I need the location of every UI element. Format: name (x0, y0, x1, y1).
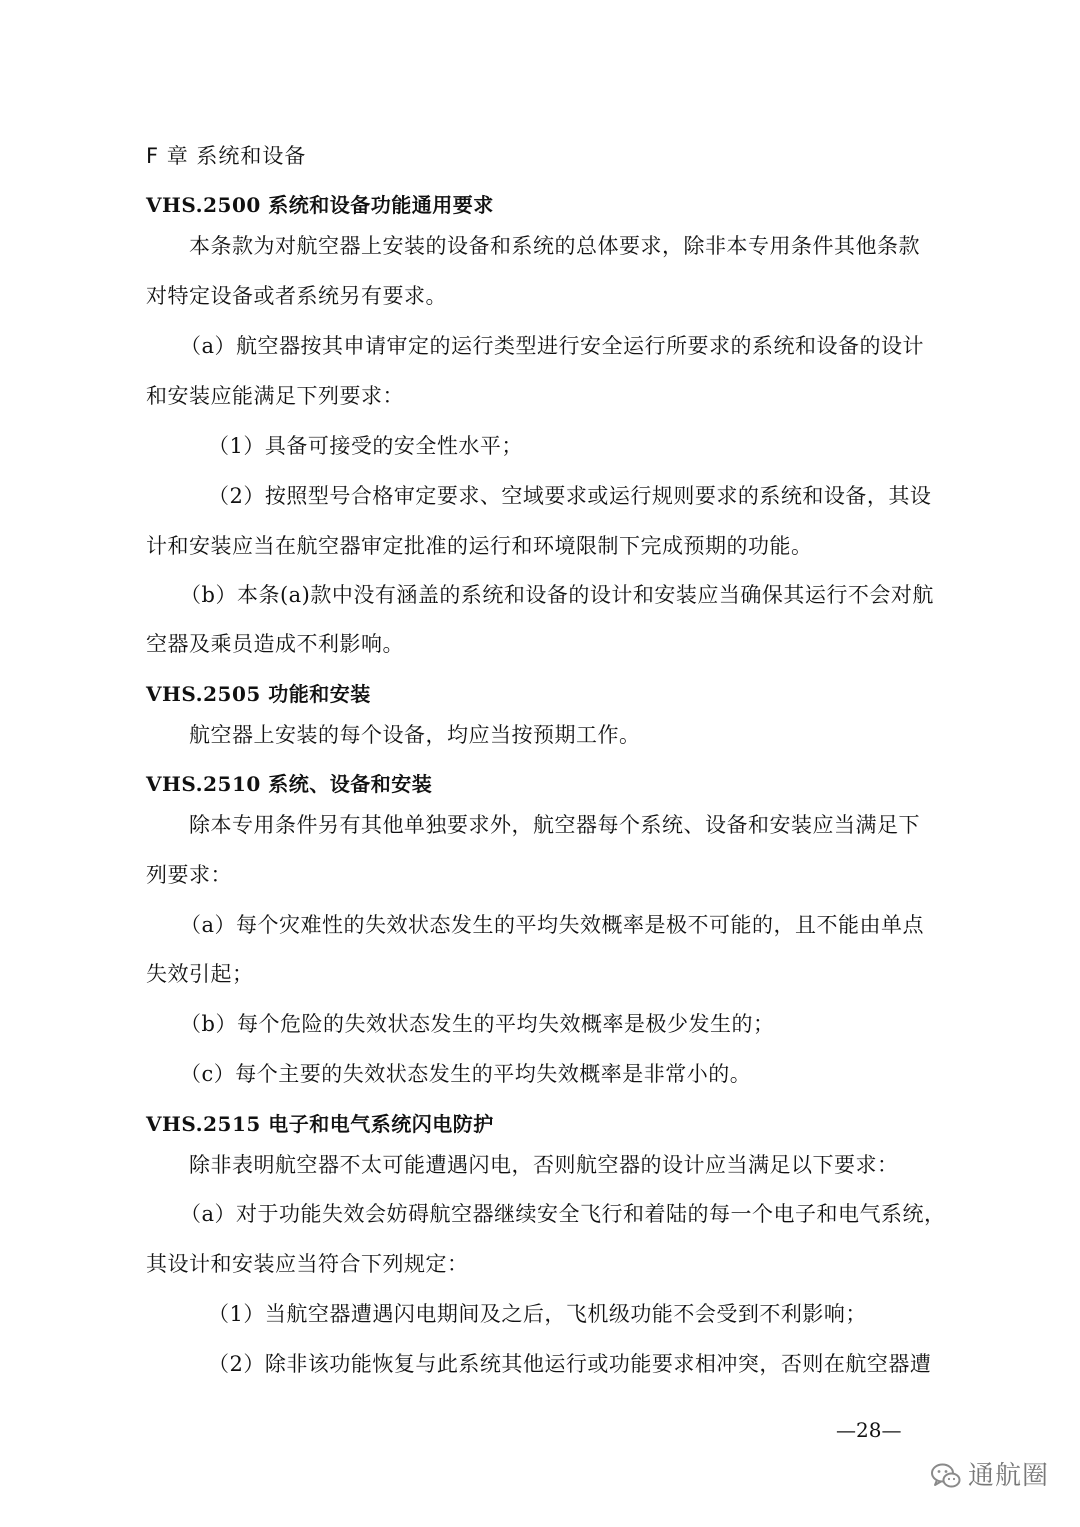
paragraph-line: 本条款为对航空器上安装的设备和系统的总体要求，除非本专用条件其他条款 (189, 234, 920, 258)
watermark-text: 通航圈 (968, 1461, 1050, 1491)
paragraph-line: 失效引起； (146, 962, 254, 986)
paragraph-line: 对特定设备或者系统另有要求。 (146, 284, 447, 308)
paragraph-line: 空器及乘员造成不利影响。 (146, 632, 404, 656)
section-heading: VHS.2505 功能和安装 (146, 682, 371, 706)
watermark (930, 1456, 1049, 1496)
paragraph-line: 列要求： (146, 863, 232, 887)
chapter-title: F 章 系统和设备 (146, 144, 307, 168)
section-heading: VHS.2500 系统和设备功能通用要求 (146, 193, 494, 217)
paragraph-line: 其设计和安装应当符合下列规定： (146, 1252, 469, 1276)
paragraph-line: （1）当航空器遭遇闪电期间及之后，飞机级功能不会受到不利影响； (208, 1302, 867, 1326)
paragraph-line: 和安装应能满足下列要求： (146, 384, 404, 408)
paragraph-line: （a）对于功能失效会妨碍航空器继续安全飞行和着陆的每一个电子和电气系统， (180, 1202, 946, 1226)
page-number: —28— (836, 1418, 902, 1442)
paragraph-line: （2）除非该功能恢复与此系统其他运行或功能要求相冲突，否则在航空器遭 (208, 1352, 932, 1376)
section-heading: VHS.2510 系统、设备和安装 (146, 772, 433, 796)
paragraph-line: 除本专用条件另有其他单独要求外，航空器每个系统、设备和安装应当满足下 (189, 813, 920, 837)
paragraph-line: 航空器上安装的每个设备，均应当按预期工作。 (189, 723, 641, 747)
paragraph-line: （a）航空器按其申请审定的运行类型进行安全运行所要求的系统和设备的设计 (180, 334, 925, 358)
paragraph-line: （2）按照型号合格审定要求、空域要求或运行规则要求的系统和设备，其设 (208, 484, 932, 508)
paragraph-line: （b）每个危险的失效状态发生的平均失效概率是极少发生的； (180, 1012, 775, 1036)
paragraph-line: （1）具备可接受的安全性水平； (208, 434, 523, 458)
paragraph-line: 除非表明航空器不太可能遭遇闪电，否则航空器的设计应当满足以下要求： (189, 1153, 899, 1177)
paragraph-line: （a）每个灾难性的失效状态发生的平均失效概率是极不可能的，且不能由单点 (180, 913, 925, 937)
paragraph-line: 计和安装应当在航空器审定批准的运行和环境限制下完成预期的功能。 (146, 534, 813, 558)
paragraph-line: （c）每个主要的失效状态发生的平均失效概率是非常小的。 (180, 1062, 752, 1086)
section-heading: VHS.2515 电子和电气系统闪电防护 (146, 1112, 494, 1136)
wechat-icon (930, 1460, 962, 1492)
paragraph-line: （b）本条(a)款中没有涵盖的系统和设备的设计和安装应当确保其运行不会对航 (180, 583, 934, 607)
